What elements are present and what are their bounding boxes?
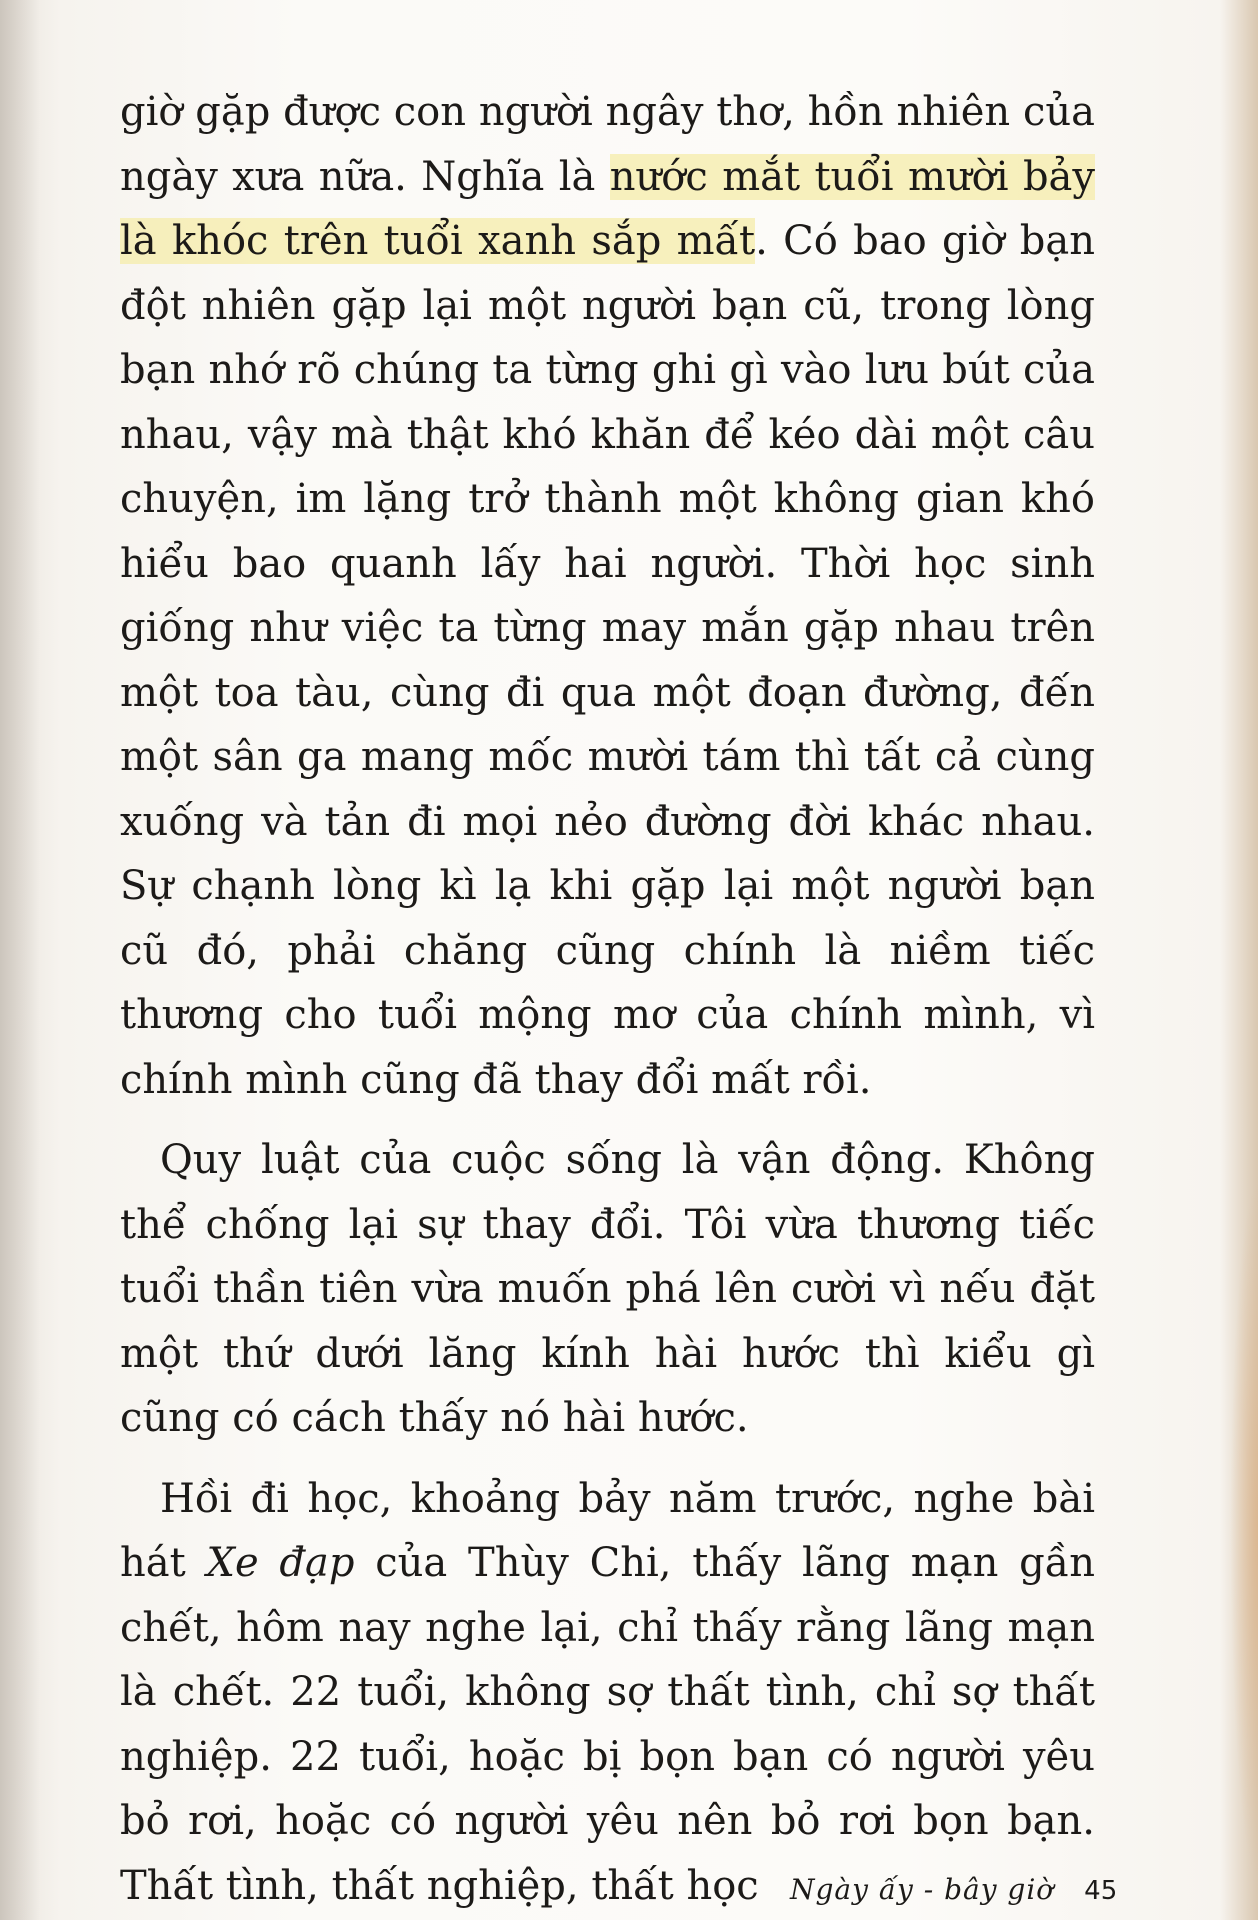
running-title: Ngày ấy - bây giờ [790, 1873, 1055, 1906]
page-footer [790, 1874, 1117, 1907]
paragraph-3-start: Hồi đi học, khoảng bảy năm trước, nghe bài hát [120, 1475, 1095, 1586]
paragraph-2: Quy luật của cuộc sống là vận động. Không thể chống lại sự thay đổi. Tôi vừa thương tiếc tuổi thần tiên vừa muốn phá lên cười vì nếu đặt một thứ dưới lăng kính hài hước thì kiểu gì cũng có cách thấy nó hài hước. [120, 1137, 1095, 1441]
paragraph-3 [120, 1467, 1095, 1919]
song-title: Xe đạp [206, 1540, 355, 1586]
paragraph-1 [120, 80, 1095, 1112]
highlighted-phrase: nước mắt tuổi mười bảy là khóc trên tuổi xanh sắp mất [120, 153, 1096, 264]
paragraph-1-start: giờ gặp được con người ngây thơ, hồn nhiên của ngày xưa nữa. Nghĩa là [120, 89, 1095, 200]
paragraph-1-end: . Có bao giờ bạn đột nhiên gặp lại một người bạn cũ, trong lòng bạn nhớ rõ chúng ta từng ghi gì vào lưu bút của nhau, vậy mà thật khó khăn để kéo dài một câu chuyện, im lặng trở thành một không gian khó hiểu bao quanh lấy hai người. Thời học sinh giống như việc ta từng may mắn gặp nhau trên một toa tàu, cùng đi qua một đoạn đường, đến một sân ga mang mốc mười tám thì tất cả cùng xuống và tản đi mọi nẻo đường đời khác nhau. Sự chạnh lòng kì lạ khi gặp lại một người bạn cũ đó, phải chăng cũng chính là niềm tiếc thương cho tuổi mộng mơ của chính mình, vì chính mình cũng đã thay đổi mất rồi. [120, 218, 1095, 1103]
body-text [120, 80, 1095, 1918]
paragraph-3-end: của Thùy Chi, thấy lãng mạn gần chết, hôm nay nghe lại, chỉ thấy rằng lãng mạn là chết. 22 tuổi, không sợ thất tình, chỉ sợ thất nghiệp. 22 tuổi, hoặc bị bọn bạn có người yêu bỏ rơi, hoặc có người yêu nên bỏ rơi bọn bạn. Thất tình, thất nghiệp, thất học [120, 1540, 1096, 1909]
page-number: 45 [1084, 1876, 1118, 1906]
